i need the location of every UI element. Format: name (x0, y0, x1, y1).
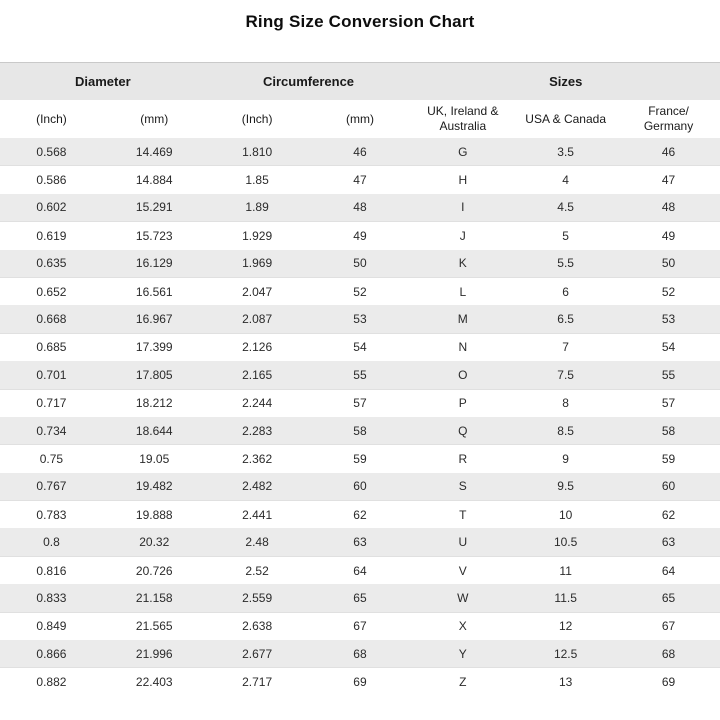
table-cell: 4 (514, 166, 617, 194)
table-cell: 58 (309, 417, 412, 445)
table-cell: 21.158 (103, 584, 206, 612)
table-cell: 52 (617, 277, 720, 305)
table-cell: 13 (514, 668, 617, 696)
table-cell: 20.32 (103, 528, 206, 556)
table-row (0, 333, 720, 361)
table-cell: 5.5 (514, 250, 617, 278)
table-header (0, 63, 720, 139)
table-cell: 53 (309, 305, 412, 333)
table-cell: 10.5 (514, 528, 617, 556)
table-cell: 6 (514, 277, 617, 305)
table-cell: 20.726 (103, 556, 206, 584)
table-row (0, 668, 720, 696)
table-cell: X (411, 612, 514, 640)
table-cell: 14.884 (103, 166, 206, 194)
table-cell: 67 (617, 612, 720, 640)
table-cell: I (411, 194, 514, 222)
table-cell: 57 (309, 389, 412, 417)
table-cell: 48 (617, 194, 720, 222)
table-cell: 5 (514, 222, 617, 250)
column-group-sizes: Sizes (411, 63, 720, 101)
table-cell: 2.283 (206, 417, 309, 445)
table-cell: M (411, 305, 514, 333)
table-cell: 22.403 (103, 668, 206, 696)
col-header-france-germany: France/ Germany (617, 100, 720, 138)
table-cell: 60 (309, 473, 412, 501)
table-cell: 2.441 (206, 501, 309, 529)
table-cell: Z (411, 668, 514, 696)
table-cell: 19.888 (103, 501, 206, 529)
table-cell: 9.5 (514, 473, 617, 501)
table-cell: Q (411, 417, 514, 445)
column-group-circumference: Circumference (206, 63, 412, 101)
table-row (0, 640, 720, 668)
table-cell: J (411, 222, 514, 250)
table-cell: 68 (617, 640, 720, 668)
table-cell: 16.129 (103, 250, 206, 278)
table-cell: 16.967 (103, 305, 206, 333)
page-title: Ring Size Conversion Chart (245, 12, 475, 31)
table-cell: 2.559 (206, 584, 309, 612)
table-cell: 1.85 (206, 166, 309, 194)
table-cell: V (411, 556, 514, 584)
table-cell: R (411, 445, 514, 473)
table-cell: 59 (617, 445, 720, 473)
col-header-diameter-mm: (mm) (103, 100, 206, 138)
table-row (0, 277, 720, 305)
table-cell: 1.810 (206, 138, 309, 166)
table-cell: G (411, 138, 514, 166)
table-row (0, 584, 720, 612)
table-cell: 65 (309, 584, 412, 612)
table-cell: 0.652 (0, 277, 103, 305)
table-cell: 0.8 (0, 528, 103, 556)
table-cell: 48 (309, 194, 412, 222)
column-group-diameter: Diameter (0, 63, 206, 101)
table-cell: 47 (309, 166, 412, 194)
col-header-circumference-inch: (Inch) (206, 100, 309, 138)
table-cell: 0.75 (0, 445, 103, 473)
table-row (0, 138, 720, 166)
table-cell: 2.48 (206, 528, 309, 556)
col-header-uk-ireland-australia: UK, Ireland & Australia (411, 100, 514, 138)
table-cell: 62 (309, 501, 412, 529)
table-cell: 0.882 (0, 668, 103, 696)
table-row (0, 166, 720, 194)
table-cell: 54 (617, 333, 720, 361)
table-cell: 15.291 (103, 194, 206, 222)
table-cell: 67 (309, 612, 412, 640)
table-cell: 0.816 (0, 556, 103, 584)
table-cell: 62 (617, 501, 720, 529)
table-cell: 46 (309, 138, 412, 166)
table-cell: 0.586 (0, 166, 103, 194)
table-cell: 0.734 (0, 417, 103, 445)
table-cell: 18.644 (103, 417, 206, 445)
table-cell: 69 (617, 668, 720, 696)
table-cell: 50 (309, 250, 412, 278)
table-row (0, 417, 720, 445)
table-cell: 55 (617, 361, 720, 389)
table-cell: 19.482 (103, 473, 206, 501)
table-cell: 50 (617, 250, 720, 278)
table-cell: 2.482 (206, 473, 309, 501)
table-cell: 2.087 (206, 305, 309, 333)
table-cell: L (411, 277, 514, 305)
table-cell: 2.677 (206, 640, 309, 668)
table-cell: 10 (514, 501, 617, 529)
table-row (0, 361, 720, 389)
table-row (0, 250, 720, 278)
table-row (0, 473, 720, 501)
table-cell: 0.701 (0, 361, 103, 389)
table-cell: 55 (309, 361, 412, 389)
table-cell: 69 (309, 668, 412, 696)
table-cell: 12 (514, 612, 617, 640)
table-cell: 49 (309, 222, 412, 250)
table-cell: 0.767 (0, 473, 103, 501)
table-cell: Y (411, 640, 514, 668)
table-cell: 2.638 (206, 612, 309, 640)
table-cell: 2.362 (206, 445, 309, 473)
table-cell: 2.047 (206, 277, 309, 305)
table-cell: K (411, 250, 514, 278)
table-cell: 63 (617, 528, 720, 556)
table-cell: 1.929 (206, 222, 309, 250)
table-cell: 21.565 (103, 612, 206, 640)
table-cell: T (411, 501, 514, 529)
table-cell: 2.165 (206, 361, 309, 389)
table-cell: U (411, 528, 514, 556)
table-cell: 64 (617, 556, 720, 584)
table-cell: 14.469 (103, 138, 206, 166)
table-cell: 18.212 (103, 389, 206, 417)
table-cell: 68 (309, 640, 412, 668)
table-cell: 58 (617, 417, 720, 445)
col-header-diameter-inch: (Inch) (0, 100, 103, 138)
table-cell: 21.996 (103, 640, 206, 668)
table-cell: 1.89 (206, 194, 309, 222)
table-cell: 3.5 (514, 138, 617, 166)
table-cell: W (411, 584, 514, 612)
table-cell: 57 (617, 389, 720, 417)
column-group-row (0, 63, 720, 101)
table-cell: 8 (514, 389, 617, 417)
table-cell: 12.5 (514, 640, 617, 668)
col-header-circumference-mm: (mm) (309, 100, 412, 138)
table-row (0, 445, 720, 473)
table-cell: 59 (309, 445, 412, 473)
table-cell: 15.723 (103, 222, 206, 250)
table-cell: 49 (617, 222, 720, 250)
table-cell: 2.717 (206, 668, 309, 696)
table-cell: 11.5 (514, 584, 617, 612)
table-cell: S (411, 473, 514, 501)
table-cell: 0.635 (0, 250, 103, 278)
table-cell: 2.126 (206, 333, 309, 361)
table-row (0, 389, 720, 417)
table-row (0, 305, 720, 333)
table-cell: 1.969 (206, 250, 309, 278)
table-cell: P (411, 389, 514, 417)
table-cell: 8.5 (514, 417, 617, 445)
table-cell: 4.5 (514, 194, 617, 222)
table-cell: 17.399 (103, 333, 206, 361)
table-cell: 60 (617, 473, 720, 501)
table-cell: N (411, 333, 514, 361)
table-cell: 0.866 (0, 640, 103, 668)
table-row (0, 194, 720, 222)
table-row (0, 528, 720, 556)
table-body (0, 138, 720, 696)
table-cell: 64 (309, 556, 412, 584)
table-row (0, 612, 720, 640)
table-cell: H (411, 166, 514, 194)
table-cell: 17.805 (103, 361, 206, 389)
table-row (0, 556, 720, 584)
table-row (0, 222, 720, 250)
table-cell: 54 (309, 333, 412, 361)
table-cell: 9 (514, 445, 617, 473)
column-header-row (0, 100, 720, 138)
table-cell: 7.5 (514, 361, 617, 389)
table-cell: 47 (617, 166, 720, 194)
table-cell: 0.602 (0, 194, 103, 222)
table-cell: 2.244 (206, 389, 309, 417)
table-cell: 0.833 (0, 584, 103, 612)
table-cell: 0.783 (0, 501, 103, 529)
col-header-usa-canada: USA & Canada (514, 100, 617, 138)
ring-size-conversion-table (0, 62, 720, 696)
table-cell: 0.668 (0, 305, 103, 333)
table-cell: 0.619 (0, 222, 103, 250)
table-cell: 65 (617, 584, 720, 612)
table-cell: 11 (514, 556, 617, 584)
table-cell: 52 (309, 277, 412, 305)
table-row (0, 501, 720, 529)
table-cell: O (411, 361, 514, 389)
table-cell: 7 (514, 333, 617, 361)
table-cell: 63 (309, 528, 412, 556)
table-cell: 16.561 (103, 277, 206, 305)
table-cell: 0.717 (0, 389, 103, 417)
table-cell: 46 (617, 138, 720, 166)
table-cell: 6.5 (514, 305, 617, 333)
table-cell: 0.685 (0, 333, 103, 361)
table-cell: 0.568 (0, 138, 103, 166)
table-cell: 53 (617, 305, 720, 333)
table-cell: 0.849 (0, 612, 103, 640)
table-cell: 19.05 (103, 445, 206, 473)
table-cell: 2.52 (206, 556, 309, 584)
